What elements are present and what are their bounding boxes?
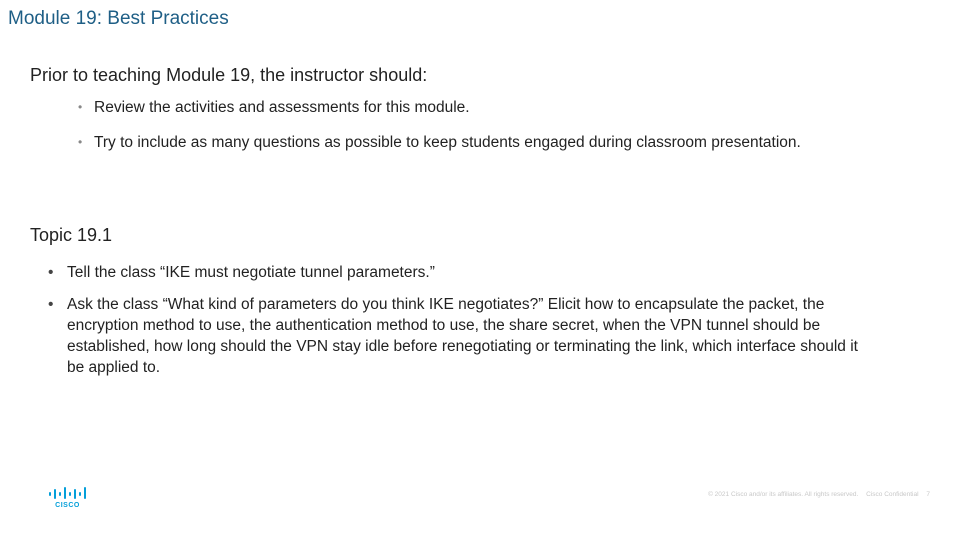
list-item-text: Review the activities and assessments for this module. xyxy=(94,99,470,116)
list-item xyxy=(76,98,866,117)
slide-title: Module 19: Best Practices xyxy=(8,8,229,29)
logo-text: CISCO xyxy=(55,502,80,508)
topic-heading: Topic 19.1 xyxy=(30,225,113,245)
bullet-icon: • xyxy=(48,264,54,281)
list-item xyxy=(76,133,866,152)
bullet-icon: • xyxy=(78,135,83,149)
page-number: 7 xyxy=(926,491,930,498)
bullet-icon: • xyxy=(78,100,83,114)
list-item-text: Tell the class “IKE must negotiate tunnel parameters.” xyxy=(67,264,435,281)
footer-info xyxy=(702,491,930,498)
copyright-text: © 2021 Cisco and/or its affiliates. All rights reserved. xyxy=(708,491,859,498)
bullet-icon: • xyxy=(48,296,54,313)
list-item xyxy=(48,262,868,283)
prep-list xyxy=(76,98,866,168)
intro-text: Prior to teaching Module 19, the instructor should: xyxy=(30,65,428,85)
list-item xyxy=(48,294,868,378)
cisco-logo xyxy=(48,486,88,508)
confidential-label: Cisco Confidential xyxy=(866,491,919,498)
topic-list xyxy=(48,262,868,389)
list-item-text: Ask the class “What kind of parameters do you think IKE negotiates?” Elicit how to encapsulate the packet, the encryption method to use, the authentication method to use, the share secret, when the VPN tunnel should be established, how long should the VPN stay idle before renegotiating or terminating the link, which interface should it be applied to. xyxy=(67,296,858,376)
list-item-text: Try to include as many questions as possible to keep students engaged during classroom presentation. xyxy=(94,134,801,151)
